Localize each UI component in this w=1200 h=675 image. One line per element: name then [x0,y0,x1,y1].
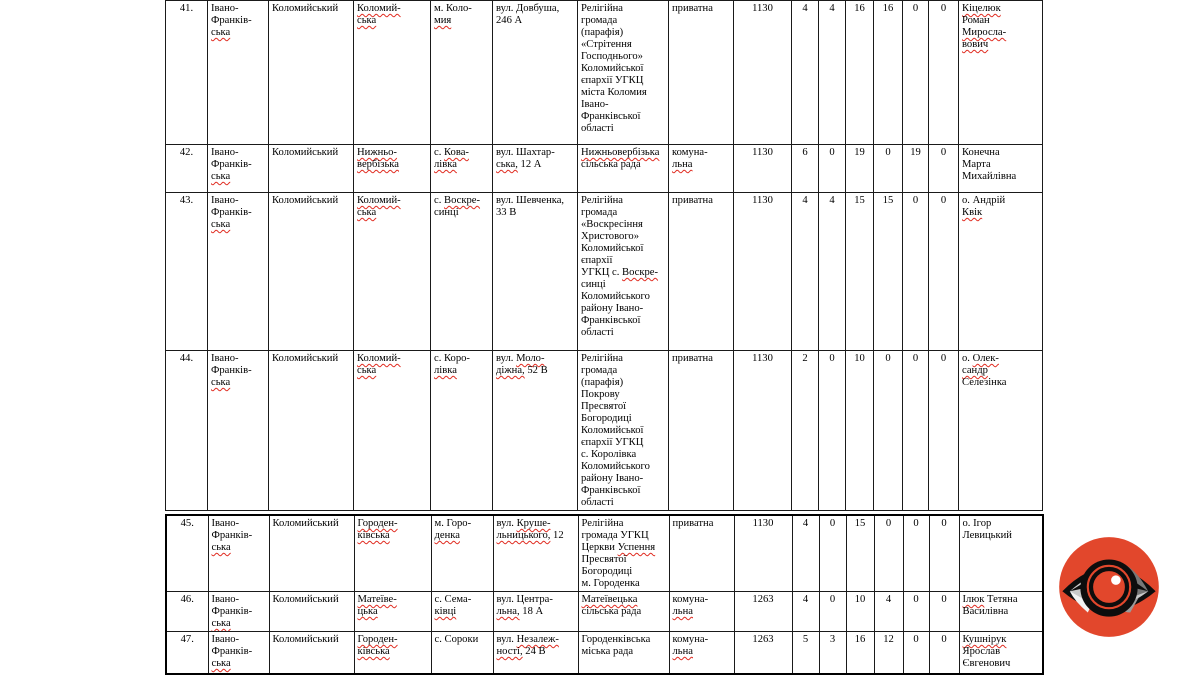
cell-num-6: 0 [929,515,959,592]
cell-oblast: Івано- Франків- ська [208,145,269,193]
cell-contact: Кіцелюк Роман Миросла- вович [959,1,1043,145]
cell-ownership: комуна- льна [669,145,734,193]
cell-address: вул. Центра- льна, 18 А [493,592,578,632]
cell-raion: Коломийський [269,145,354,193]
cell-raion: Коломийський [269,351,354,511]
cell-raion: Коломийський [269,515,354,592]
cell-settlement: м. Горо- денка [431,515,493,592]
cell-num-2: 0 [819,592,846,632]
cell-num-4: 0 [874,351,903,511]
cell-num-5: 0 [903,592,929,632]
cell-num-1: 5 [792,632,819,674]
cell-hromada: Матеїве- цька [354,592,431,632]
table-row [166,1,1043,145]
cell-num-3: 16 [846,632,874,674]
cell-ownership: комуна- льна [669,632,734,674]
cell-row-number: 45. [166,515,208,592]
cell-ownership: приватна [669,1,734,145]
cell-num-1: 4 [792,193,819,351]
cell-num-3: 15 [846,193,874,351]
cell-address: вул. Незалеж- ності, 24 В [493,632,578,674]
cell-code: 1263 [734,632,792,674]
cell-oblast: Івано- Франків- ська [208,632,269,674]
cell-contact: о. Ігор Левицький [959,515,1043,592]
cell-num-1: 4 [792,592,819,632]
cell-num-3: 10 [846,592,874,632]
cell-contact: о. Олек- сандр Селезінка [959,351,1043,511]
cell-num-2: 0 [819,515,846,592]
cell-oblast: Івано- Франків- ська [208,351,269,511]
cell-settlement: с. Сема- ківці [431,592,493,632]
eye-icon [1056,534,1162,640]
cell-contact: Кушнірук Ярослав Євгенович [959,632,1043,674]
cell-num-1: 2 [792,351,819,511]
cell-code: 1130 [734,515,792,592]
cell-num-6: 0 [929,592,959,632]
cell-settlement: м. Коло- мия [431,1,493,145]
cell-num-2: 0 [819,351,846,511]
cell-name: Городенківська міська рада [578,632,669,674]
table-row [166,592,1043,632]
cell-num-4: 16 [874,1,903,145]
cell-settlement: с. Сороки [431,632,493,674]
cell-oblast: Івано- Франків- ська [208,592,269,632]
cell-hromada: Городен- ківська [354,632,431,674]
cell-num-4: 15 [874,193,903,351]
cell-row-number: 41. [166,1,208,145]
cell-num-1: 4 [792,515,819,592]
cell-num-6: 0 [929,351,959,511]
cell-settlement: с. Воскре- синці [431,193,493,351]
cell-num-1: 6 [792,145,819,193]
cell-num-2: 0 [819,145,846,193]
table-row [166,632,1043,674]
cell-address: вул. Шахтар- ська, 12 А [493,145,578,193]
cell-hromada: Коломий- ська [354,351,431,511]
cell-raion: Коломийський [269,592,354,632]
cell-settlement: с. Кова- лівка [431,145,493,193]
cell-oblast: Івано- Франків- ська [208,193,269,351]
cell-oblast: Івано- Франків- ська [208,1,269,145]
cell-hromada: Коломий- ська [354,193,431,351]
cell-num-2: 4 [819,1,846,145]
cell-num-5: 0 [903,515,929,592]
cell-address: вул. Моло- діжна, 52 В [493,351,578,511]
cell-hromada: Нижньо- вербізька [354,145,431,193]
cell-address: вул. Довбуша, 246 А [493,1,578,145]
cell-hromada: Коломий- ська [354,1,431,145]
cell-name: Матеївецька сільська рада [578,592,669,632]
cell-name: Релігійна громада «Воскресіння Христового» Коломийської єпархії УГКЦ с. Воскре- синці Коломийського району Івано- Франківської області [578,193,669,351]
cell-name: Релігійна громада (парафія) Покрову Пресвятої Богородиці Коломийської єпархії УГКЦ с. Королівка Коломийського району Івано- Франківської області [578,351,669,511]
cell-num-5: 0 [903,351,929,511]
cell-name: Релігійна громада УГКЦ Церкви Успення Пресвятої Богородиці м. Городенка [578,515,669,592]
cell-num-6: 0 [929,193,959,351]
cell-num-1: 4 [792,1,819,145]
cell-num-4: 0 [874,515,903,592]
cell-ownership: приватна [669,193,734,351]
table-row [166,515,1043,592]
cell-address: вул. Шевченка, 33 В [493,193,578,351]
table-row [166,351,1043,511]
cell-ownership: приватна [669,515,734,592]
cell-num-6: 0 [929,632,959,674]
cell-row-number: 46. [166,592,208,632]
cell-num-6: 0 [929,1,959,145]
cell-row-number: 47. [166,632,208,674]
cell-row-number: 42. [166,145,208,193]
cell-name: Релігійна громада (парафія) «Стрітення Господнього» Коломийської єпархії УГКЦ міста Коломия Івано- Франківської області [578,1,669,145]
cell-code: 1263 [734,592,792,632]
table-row [166,145,1043,193]
cell-name: Нижньовербізька сільська рада [578,145,669,193]
cell-row-number: 43. [166,193,208,351]
cell-oblast: Івано- Франків- ська [208,515,269,592]
cell-row-number: 44. [166,351,208,511]
cell-code: 1130 [734,145,792,193]
cell-num-2: 4 [819,193,846,351]
cell-address: вул. Круше- льницького, 12 [493,515,578,592]
cell-num-2: 3 [819,632,846,674]
cell-raion: Коломийський [269,632,354,674]
cell-ownership: приватна [669,351,734,511]
cell-raion: Коломийський [269,1,354,145]
cell-num-5: 19 [903,145,929,193]
cell-contact: Ілюк Тетяна Василівна [959,592,1043,632]
registry-table-upper [165,0,1043,511]
cell-code: 1130 [734,1,792,145]
cell-hromada: Городен- ківська [354,515,431,592]
registry-table-wrap [165,0,1044,675]
cell-num-5: 0 [903,1,929,145]
registry-table-lower [165,514,1044,675]
eye-camera-watermark-logo [1056,534,1162,640]
cell-ownership: комуна- льна [669,592,734,632]
cell-num-5: 0 [903,193,929,351]
cell-num-4: 0 [874,145,903,193]
cell-num-3: 19 [846,145,874,193]
cell-settlement: с. Коро- лівка [431,351,493,511]
cell-num-4: 4 [874,592,903,632]
table-row [166,193,1043,351]
cell-num-3: 15 [846,515,874,592]
cell-code: 1130 [734,351,792,511]
cell-contact: о. Андрій Квік [959,193,1043,351]
cell-code: 1130 [734,193,792,351]
cell-num-5: 0 [903,632,929,674]
cell-num-4: 12 [874,632,903,674]
cell-raion: Коломийський [269,193,354,351]
cell-contact: Конечна Марта Михайлівна [959,145,1043,193]
cell-num-3: 16 [846,1,874,145]
cell-num-3: 10 [846,351,874,511]
cell-num-6: 0 [929,145,959,193]
